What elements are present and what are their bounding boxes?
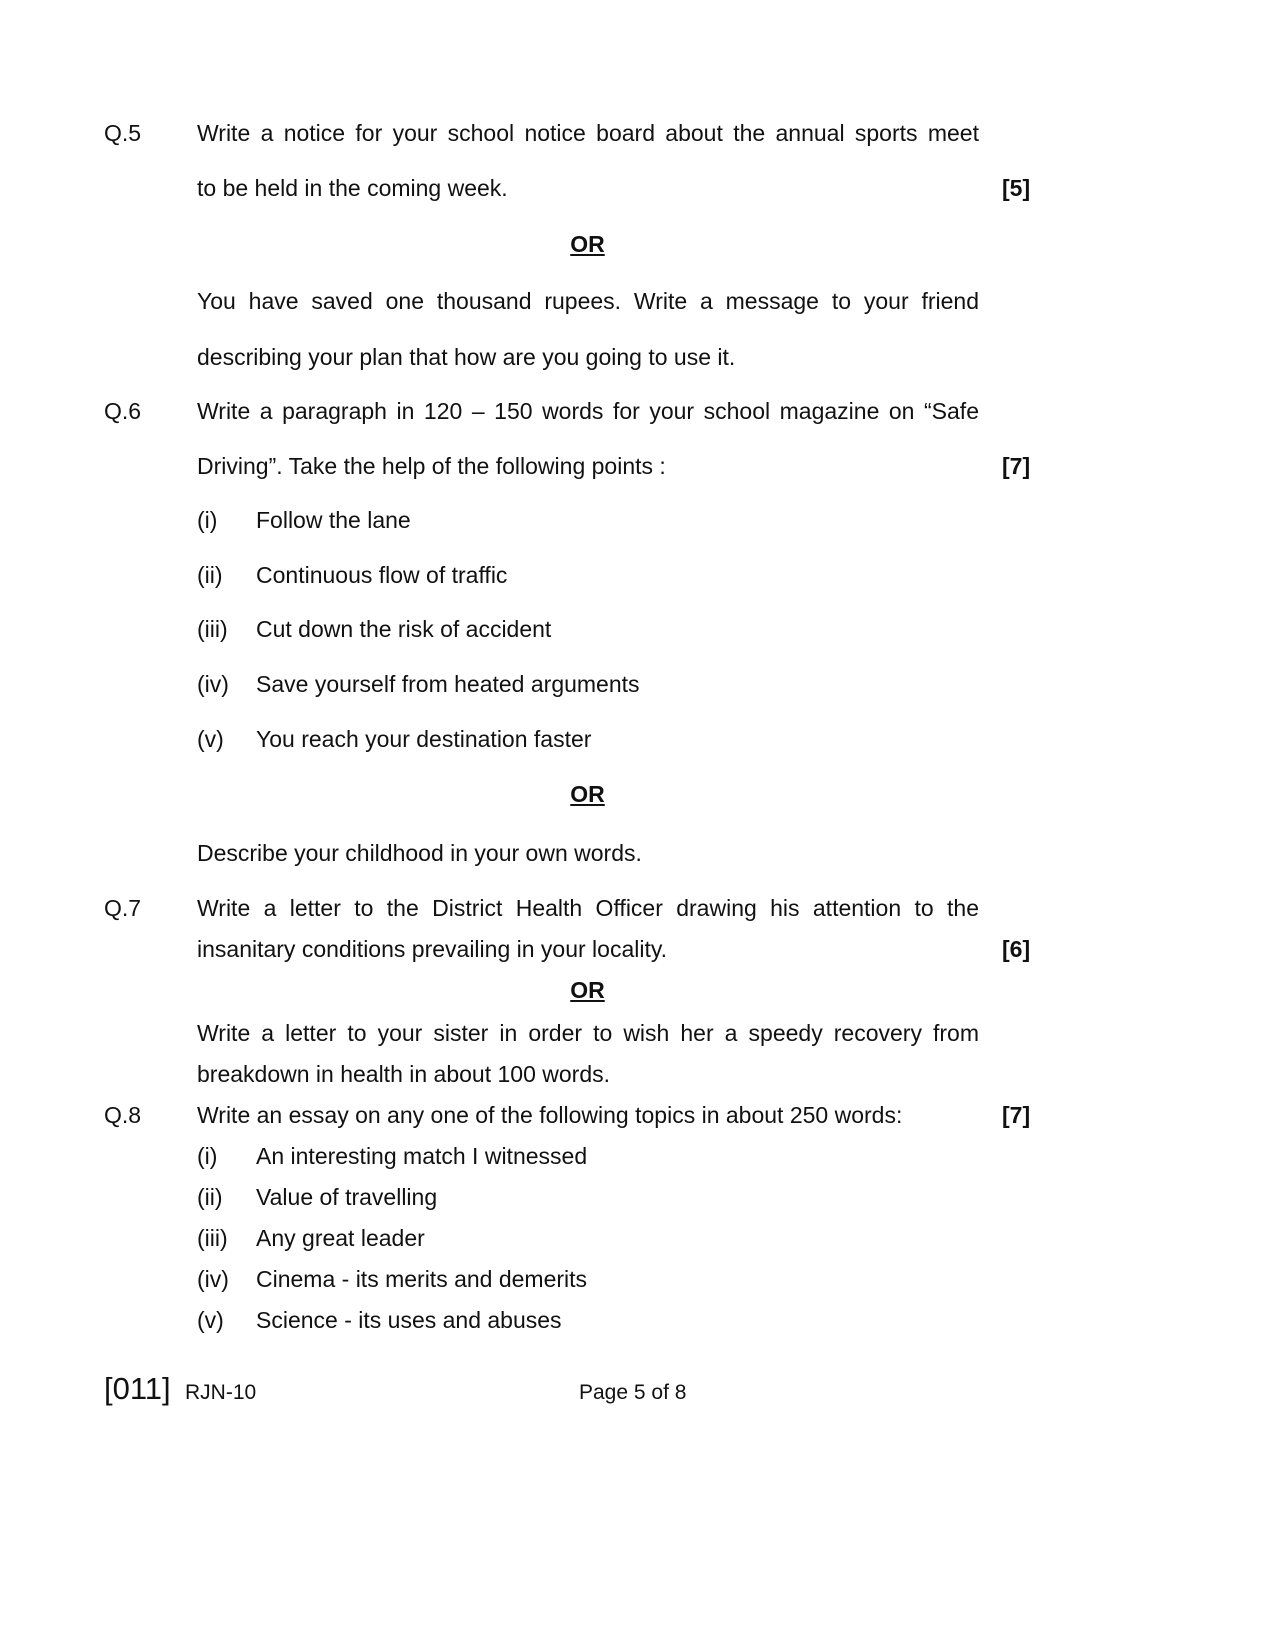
question-number: Q.8 [104,1102,142,1128]
topic-text: Any great leader [256,1225,425,1251]
question-text: to be held in the coming week. [197,175,508,201]
question-number: Q.7 [104,895,142,921]
or-separator: OR [570,781,605,807]
topic-text: Cinema - its merits and demerits [256,1266,588,1292]
alternative-text: describing your plan that how are you going to use it. [197,344,736,370]
point-text: Continuous flow of traffic [256,562,508,588]
question-number: Q.5 [104,120,142,146]
question-text: Driving”. Take the help of the following points : [197,453,666,479]
point-number: (i) [197,507,218,533]
footer-code: [011] [104,1371,171,1406]
topic-number: (v) [197,1307,224,1333]
point-text: You reach your destination faster [256,726,592,752]
question-text: Write a notice for your school notice board about the annual sports meet [197,120,979,146]
topic-text: An interesting match I witnessed [256,1143,588,1169]
marks-label: [5] [1002,175,1031,201]
point-number: (ii) [197,562,223,588]
point-text: Cut down the risk of accident [256,616,552,642]
question-text: Write an essay on any one of the following topics in about 250 words: [197,1102,903,1128]
footer-paper-code: RJN-10 [185,1381,257,1404]
point-number: (v) [197,726,224,752]
topic-number: (ii) [197,1184,223,1210]
alternative-text: breakdown in health in about 100 words. [197,1061,611,1087]
marks-label: [6] [1002,936,1031,962]
question-number: Q.6 [104,398,142,424]
alternative-text: Describe your childhood in your own words. [197,840,642,866]
or-separator: OR [570,231,605,257]
question-text: insanitary conditions prevailing in your locality. [197,936,668,962]
point-number: (iii) [197,616,228,642]
alternative-text: You have saved one thousand rupees. Write a message to your friend [197,288,979,314]
marks-label: [7] [1002,1102,1031,1128]
topic-text: Value of travelling [256,1184,438,1210]
topic-number: (iii) [197,1225,228,1251]
topic-text: Science - its uses and abuses [256,1307,562,1333]
or-separator: OR [570,977,605,1003]
alternative-text: Write a letter to your sister in order to wish her a speedy recovery from [197,1020,979,1046]
question-text: Write a paragraph in 120 – 150 words for your school magazine on “Safe [197,398,979,424]
question-text: Write a letter to the District Health Officer drawing his attention to the [197,895,979,921]
point-text: Save yourself from heated arguments [256,671,640,697]
point-text: Follow the lane [256,507,411,533]
marks-label: [7] [1002,453,1031,479]
point-number: (iv) [197,671,229,697]
topic-number: (iv) [197,1266,229,1292]
topic-number: (i) [197,1143,218,1169]
page-number: Page 5 of 8 [579,1381,687,1404]
